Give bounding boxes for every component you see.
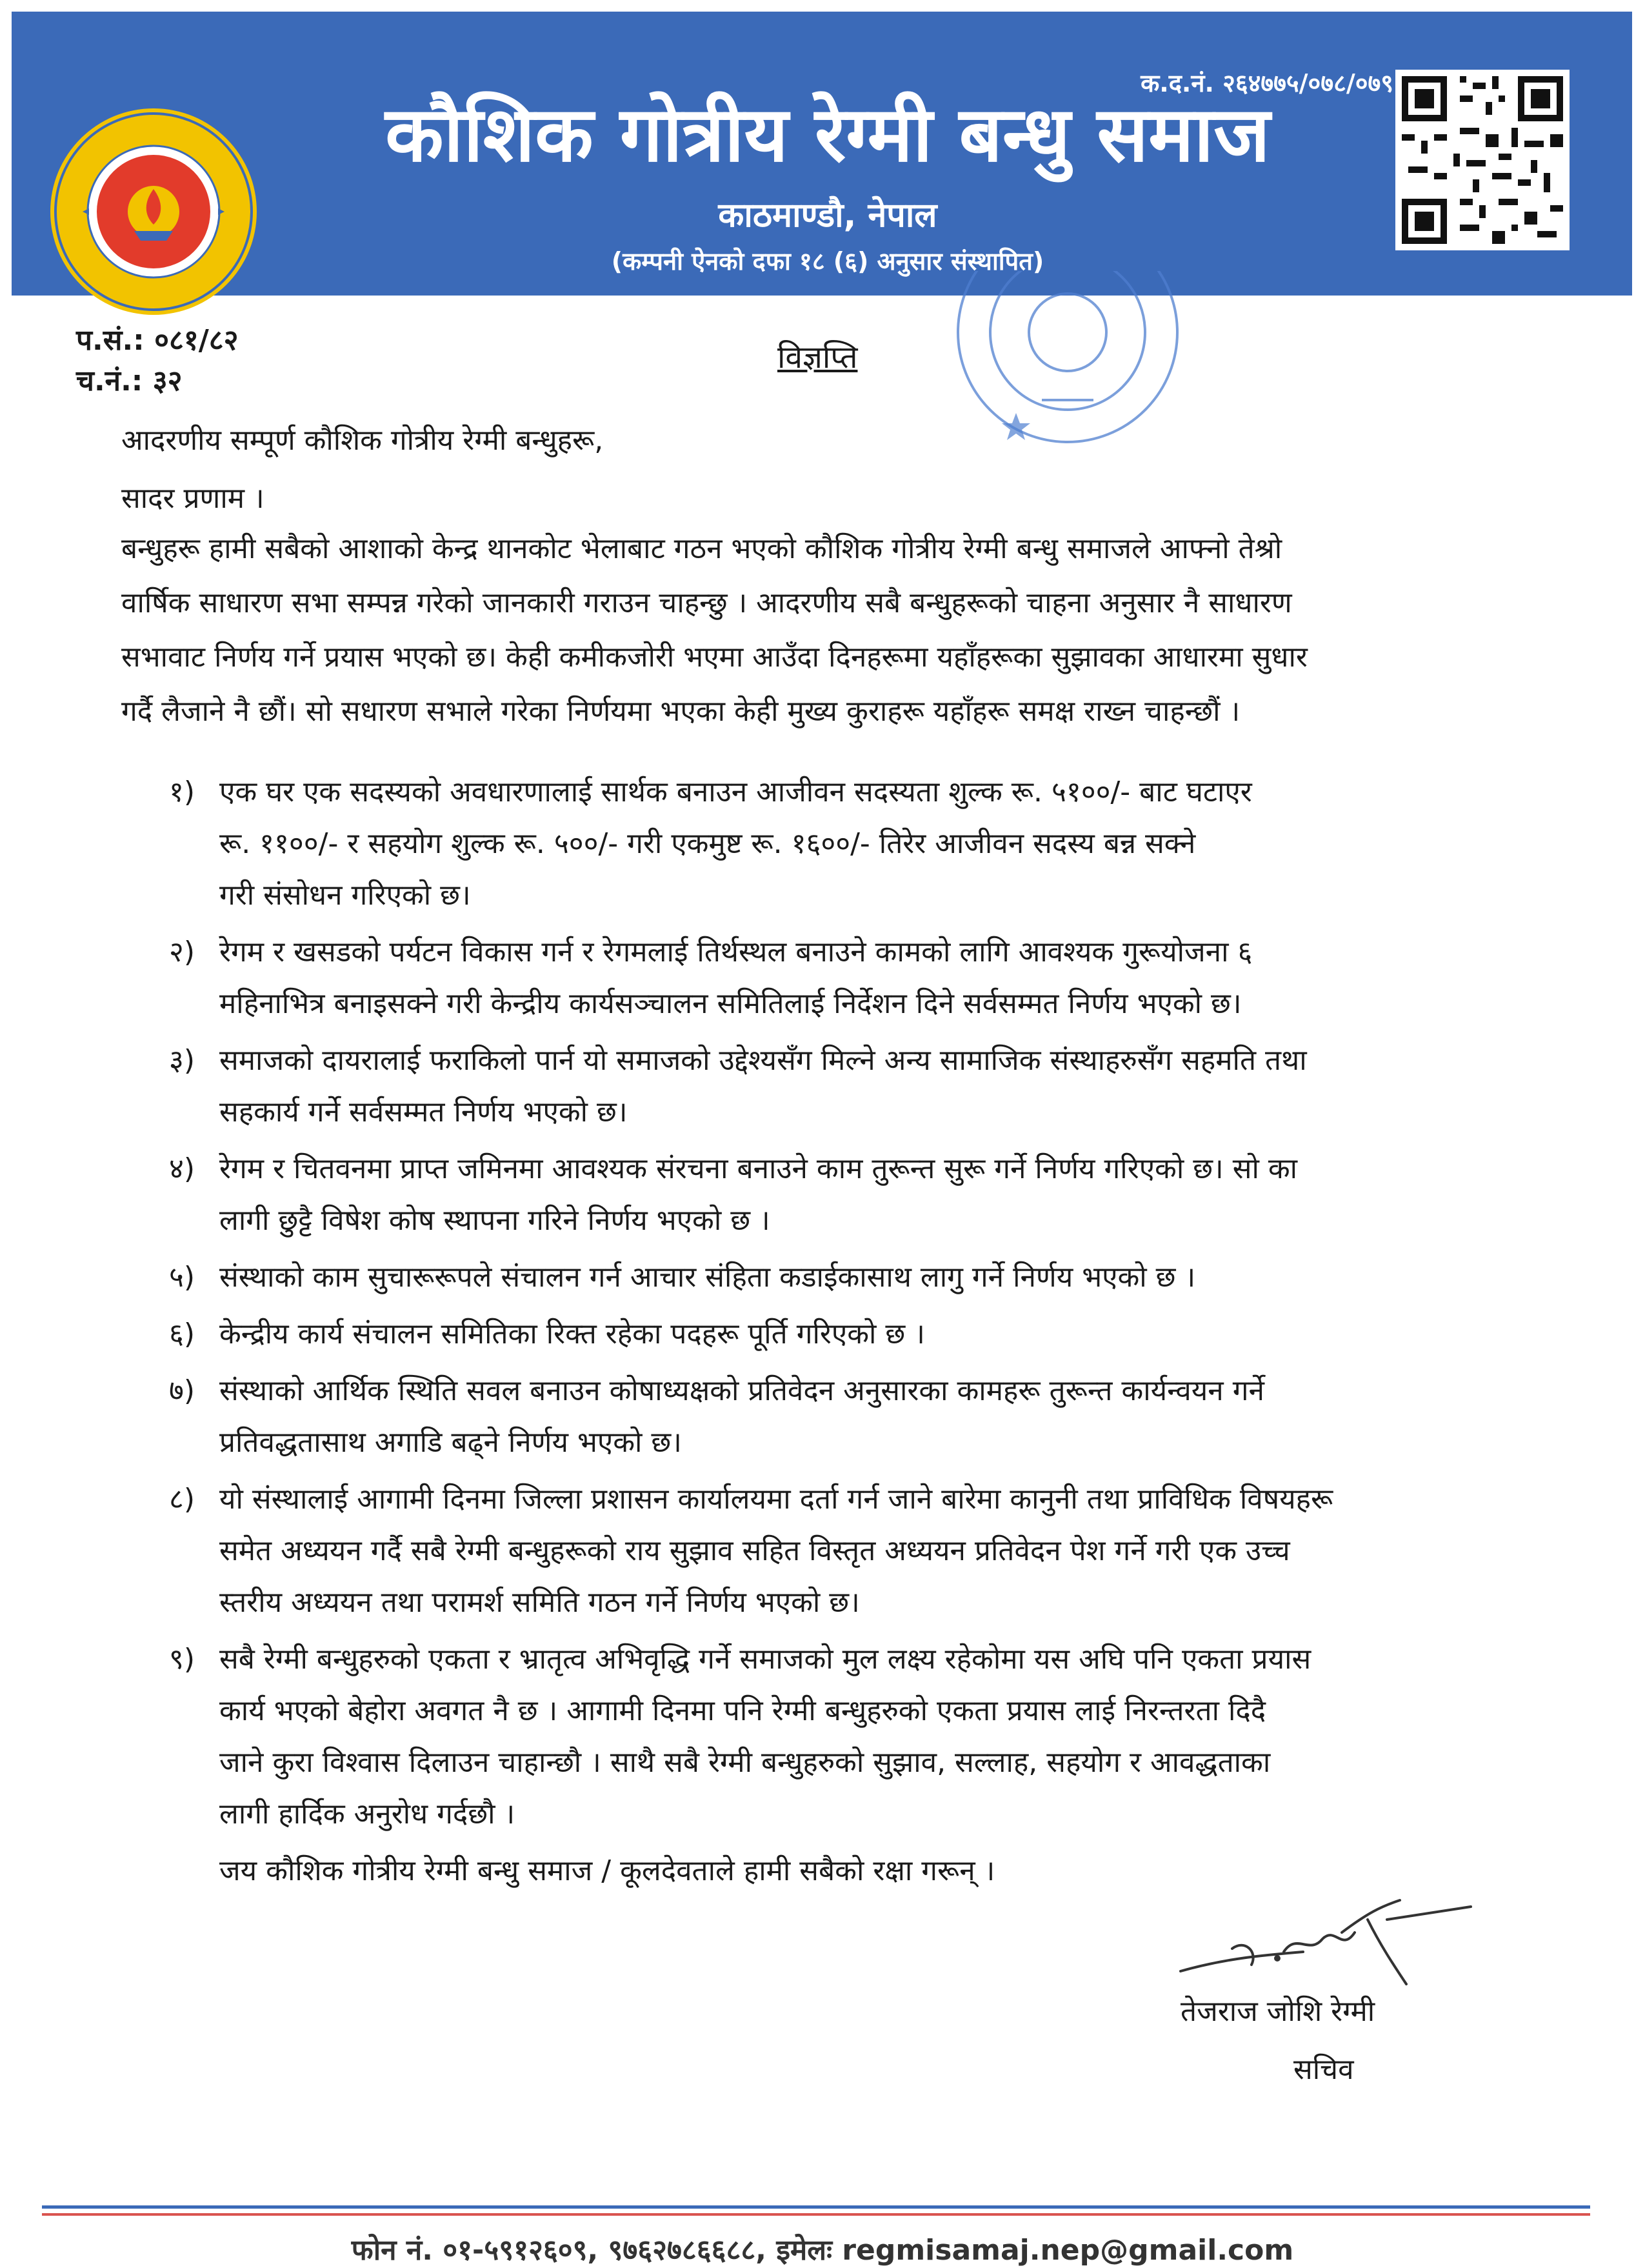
intro-line: गर्दै लैजाने नै छौं। सो सधारण सभाले गरेका निर्णयमा भएका केही मुख्य कुराहरू यहाँहरू समक्ष राख्न चाहन्छौं । [121,695,1241,728]
decision-line: रेगम र चितवनमा प्राप्त जमिनमा आवश्यक संरचना बनाउने काम तुरून्त सुरू गर्ने निर्णय गरिएको छ। सो का [219,1152,1298,1185]
decision-line: यो संस्थालाई आगामी दिनमा जिल्ला प्रशासन कार्यालयमा दर्ता गर्न जाने बारेमा कानुनी तथा प्राविधिक विषयहरू [219,1483,1333,1516]
establishment-note: (कम्पनी ऐनको दफा १८ (६) अनुसार संस्थापित) [611,247,1044,276]
decision-line: सबै रेग्मी बन्धुहरुको एकता र भ्रातृत्व अभिवृद्धि गर्ने समाजको मुल लक्ष्य रहेकोमा यस अघि पनि एकता प्रयास [219,1643,1311,1676]
footer-divider [42,2205,1590,2209]
decision-line: स्तरीय अध्ययन तथा परामर्श समिति गठन गर्ने निर्णय भएको छ। [219,1586,860,1619]
decision-line: लागी हार्दिक अनुरोध गर्दछौ । [219,1798,515,1831]
decision-number: ५) [169,1261,195,1294]
decision-line: समाजको दायरालाई फराकिलो पार्न यो समाजको उद्देश्यसँग मिल्ने अन्य सामाजिक संस्थाहरुसँग सहमति तथा [219,1044,1307,1077]
decision-line: लागी छुट्टै विषेश कोष स्थापना गरिने निर्णय भएको छ । [219,1204,770,1237]
organization-name: कौशिक गोत्रीय रेग्मी बन्धु समाज [385,90,1270,179]
official-stamp [945,271,1190,445]
greeting: सादर प्रणाम । [121,482,264,515]
decision-number: ९) [169,1643,195,1676]
society-logo-icon [47,105,260,318]
decision-line: सहकार्य गर्ने सर्वसम्मत निर्णय भएको छ। [219,1096,628,1129]
decision-line: समेत अध्ययन गर्दै सबै रेग्मी बन्धुहरूको राय सुझाव सहित विस्तृत अध्ययन प्रतिवेदन पेश गर्ने गरी एक उच्च [219,1534,1290,1567]
notice-title: विज्ञप्ति [777,339,858,376]
footer-divider [42,2213,1590,2216]
salutation: आदरणीय सम्पूर्ण कौशिक गोत्रीय रेग्मी बन्धुहरू, [121,424,604,457]
registration-number: क.द.नं. २६४७७५/०७८/०७९ [1141,69,1393,97]
decision-number: १) [169,776,195,808]
intro-line: वार्षिक साधारण सभा सम्पन्न गरेको जानकारी गराउन चाहन्छु । आदरणीय सबै बन्धुहरूको चाहना अनुसार नै साधारण [121,587,1292,619]
decision-number: ८) [169,1483,195,1516]
decision-number: ४) [169,1152,195,1185]
footer-contact: फोन नं. ०१-५९१२६०९, ९७६२७८६६८८, इमेलः regmisamaj.nep@gmail.com [351,2234,1294,2267]
decision-line: केन्द्रीय कार्य संचालन समितिका रिक्त रहेका पदहरू पूर्ति गरिएको छ । [219,1318,925,1350]
header-banner [12,12,1632,296]
decision-line: रेगम र खसडको पर्यटन विकास गर्न र रेगमलाई तिर्थस्थल बनाउने कामको लागि आवश्यक गुरूयोजना ६ [219,936,1253,968]
decision-number: ३) [169,1044,195,1077]
decision-line: एक घर एक सदस्यको अवधारणालाई सार्थक बनाउन आजीवन सदस्यता शुल्क रू. ५१००/- बाट घटाएर [219,776,1252,808]
signer-title: सचिव [1293,2053,1354,2086]
reference-number: प.सं.: ०८१/८२ [76,324,239,357]
decision-line: संस्थाको काम सुचारूरूपले संचालन गर्न आचार संहिता कडाईकासाथ लागु गर्ने निर्णय भएको छ । [219,1261,1196,1294]
decision-line: जाने कुरा विश्वास दिलाउन चाहान्छौ । साथै सबै रेग्मी बन्धुहरुको सुझाव, सल्लाह, सहयोग र आवद्धताका [219,1746,1271,1779]
decision-line: गरी संसोधन गरिएको छ। [219,879,471,912]
intro-line: सभावाट निर्णय गर्ने प्रयास भएको छ। केही कमीकजोरी भएमा आउँदा दिनहरूमा यहाँहरूका सुझावका आधारमा सुधार [121,641,1308,674]
intro-line: बन्धुहरू हामी सबैको आशाको केन्द्र थानकोट भेलाबाट गठन भएको कौशिक गोत्रीय रेग्मी बन्धु समाजले आफ्नो तेश्रो [121,532,1282,565]
dispatch-number: च.नं.: ३२ [76,365,183,397]
signer-name: तेजराज जोशि रेग्मी [1181,1995,1375,2028]
closing-line: जय कौशिक गोत्रीय रेग्मी बन्धु समाज / कूलदेवताले हामी सबैको रक्षा गरून् । [219,1854,995,1887]
decision-number: ७) [169,1374,195,1407]
qr-code-icon [1395,70,1570,250]
decision-line: महिनाभित्र बनाइसक्ने गरी केन्द्रीय कार्यसञ्चालन समितिलाई निर्देशन दिने सर्वसम्मत निर्णय भएको छ। [219,987,1242,1020]
decision-number: ६) [169,1318,195,1350]
organization-location: काठमाण्डौ, नेपाल [718,196,937,235]
decision-line: प्रतिवद्धतासाथ अगाडि बढ्ने निर्णय भएको छ। [219,1426,682,1459]
signature [1174,1894,1484,2003]
decision-number: २) [169,936,195,968]
decision-line: कार्य भएको बेहोरा अवगत नै छ । आगामी दिनमा पनि रेग्मी बन्धुहरुको एकता प्रयास लाई निरन्तरता दिदै [219,1694,1266,1727]
decision-line: संस्थाको आर्थिक स्थिति सवल बनाउन कोषाध्यक्षको प्रतिवेदन अनुसारका कामहरू तुरून्त कार्यन्वयन गर्ने [219,1374,1264,1407]
decision-line: रू. ११००/- र सहयोग शुल्क रू. ५००/- गरी एकमुष्ट रू. १६००/- तिरेर आजीवन सदस्य बन्न सक्ने [219,827,1196,860]
